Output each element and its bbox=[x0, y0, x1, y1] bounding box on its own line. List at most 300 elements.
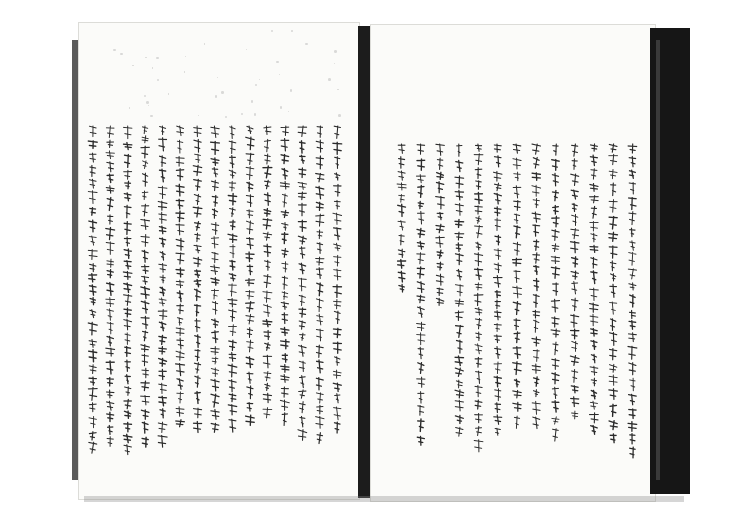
handwritten-glyph bbox=[264, 139, 270, 152]
handwritten-glyph bbox=[316, 214, 324, 226]
handwritten-glyph bbox=[107, 283, 114, 296]
handwritten-glyph bbox=[609, 232, 618, 241]
handwritten-glyph bbox=[630, 447, 635, 458]
handwritten-glyph bbox=[265, 154, 271, 164]
handwritten-glyph bbox=[591, 169, 597, 179]
handwritten-glyph bbox=[142, 276, 149, 284]
handwritten-glyph bbox=[455, 400, 463, 411]
handwritten-glyph bbox=[229, 419, 236, 432]
handwritten-glyph bbox=[176, 169, 183, 181]
handwritten-glyph bbox=[160, 238, 166, 247]
handwritten-glyph bbox=[125, 360, 130, 371]
handwritten-glyph bbox=[158, 186, 167, 198]
handwritten-glyph bbox=[211, 409, 219, 419]
handwritten-glyph bbox=[229, 380, 236, 392]
handwritten-glyph bbox=[630, 295, 635, 307]
handwritten-glyph bbox=[495, 207, 502, 216]
handwritten-glyph bbox=[142, 422, 148, 433]
handwritten-glyph bbox=[89, 432, 96, 440]
handwritten-glyph bbox=[475, 318, 481, 328]
text-column bbox=[88, 126, 97, 453]
handwritten-glyph bbox=[124, 400, 131, 409]
handwritten-glyph bbox=[316, 173, 324, 181]
handwritten-glyph bbox=[476, 181, 481, 190]
right-page-handwriting bbox=[392, 140, 642, 460]
handwritten-glyph bbox=[281, 302, 288, 310]
handwritten-glyph bbox=[475, 308, 482, 315]
handwritten-glyph bbox=[513, 302, 520, 315]
handwritten-glyph bbox=[106, 242, 114, 255]
handwritten-glyph bbox=[299, 278, 307, 291]
handwritten-glyph bbox=[590, 221, 598, 231]
handwritten-glyph bbox=[609, 375, 617, 385]
handwritten-glyph bbox=[247, 265, 252, 275]
handwritten-glyph bbox=[629, 363, 636, 375]
handwritten-glyph bbox=[176, 351, 184, 360]
handwritten-glyph bbox=[418, 307, 425, 318]
handwritten-glyph bbox=[263, 320, 272, 327]
text-column bbox=[570, 144, 579, 419]
handwritten-glyph bbox=[124, 205, 131, 217]
handwritten-glyph bbox=[514, 226, 520, 238]
handwritten-glyph bbox=[333, 370, 341, 378]
handwritten-glyph bbox=[177, 392, 184, 403]
handwritten-glyph bbox=[514, 270, 520, 282]
handwritten-glyph bbox=[417, 333, 425, 345]
handwritten-glyph bbox=[246, 252, 254, 262]
handwritten-glyph bbox=[534, 279, 539, 291]
handwritten-glyph bbox=[475, 192, 483, 203]
handwritten-glyph bbox=[456, 243, 462, 252]
text-column bbox=[123, 126, 131, 455]
handwritten-glyph bbox=[590, 245, 598, 252]
handwritten-glyph bbox=[590, 413, 599, 423]
scan-speckle bbox=[251, 100, 254, 103]
handwritten-glyph bbox=[572, 204, 577, 212]
handwritten-glyph bbox=[514, 214, 519, 224]
handwritten-glyph bbox=[89, 442, 97, 453]
handwritten-glyph bbox=[591, 341, 597, 350]
handwritten-glyph bbox=[335, 157, 340, 169]
handwritten-glyph bbox=[334, 300, 342, 309]
handwritten-glyph bbox=[475, 414, 483, 423]
handwritten-glyph bbox=[570, 356, 579, 366]
handwritten-glyph bbox=[246, 290, 254, 299]
handwritten-glyph bbox=[610, 364, 617, 372]
handwritten-glyph bbox=[247, 386, 253, 399]
handwritten-glyph bbox=[228, 299, 237, 308]
handwritten-glyph bbox=[316, 416, 324, 428]
handwritten-glyph bbox=[590, 401, 597, 409]
handwritten-glyph bbox=[333, 342, 341, 353]
handwritten-glyph bbox=[124, 143, 132, 150]
handwritten-glyph bbox=[124, 237, 130, 246]
handwritten-glyph bbox=[552, 373, 559, 384]
handwritten-glyph bbox=[299, 361, 305, 371]
handwritten-glyph bbox=[211, 265, 220, 274]
handwritten-glyph bbox=[88, 322, 97, 335]
handwritten-glyph bbox=[89, 179, 96, 188]
handwritten-glyph bbox=[158, 422, 167, 432]
handwritten-glyph bbox=[90, 285, 97, 295]
handwritten-glyph bbox=[495, 347, 501, 359]
handwritten-glyph bbox=[88, 250, 97, 260]
handwritten-glyph bbox=[90, 208, 96, 216]
handwritten-glyph bbox=[89, 274, 97, 282]
handwritten-glyph bbox=[333, 142, 342, 154]
handwritten-glyph bbox=[334, 228, 341, 240]
handwritten-glyph bbox=[246, 279, 255, 286]
handwritten-glyph bbox=[457, 270, 462, 280]
handwritten-glyph bbox=[195, 319, 200, 332]
handwritten-glyph bbox=[398, 271, 405, 282]
handwritten-glyph bbox=[160, 409, 165, 418]
handwritten-glyph bbox=[247, 372, 253, 383]
handwritten-glyph bbox=[398, 204, 406, 216]
handwritten-glyph bbox=[609, 246, 617, 258]
handwritten-glyph bbox=[299, 168, 306, 178]
handwritten-glyph bbox=[418, 201, 423, 208]
handwritten-glyph bbox=[300, 247, 305, 258]
handwritten-glyph bbox=[211, 423, 219, 432]
handwritten-glyph bbox=[475, 283, 482, 290]
handwritten-glyph bbox=[142, 265, 149, 274]
handwritten-glyph bbox=[590, 288, 599, 300]
handwritten-glyph bbox=[552, 317, 559, 327]
handwritten-glyph bbox=[265, 260, 271, 270]
scan-speckle bbox=[145, 57, 146, 58]
handwritten-glyph bbox=[246, 137, 254, 150]
handwritten-glyph bbox=[300, 416, 305, 427]
handwritten-glyph bbox=[609, 170, 617, 179]
handwritten-glyph bbox=[247, 403, 253, 412]
handwritten-glyph bbox=[316, 378, 323, 390]
handwritten-glyph bbox=[495, 300, 500, 309]
handwritten-glyph bbox=[513, 347, 521, 359]
handwritten-glyph bbox=[89, 339, 96, 347]
handwritten-glyph bbox=[125, 181, 131, 189]
handwritten-glyph bbox=[125, 411, 131, 418]
handwritten-glyph bbox=[476, 332, 482, 341]
handwritten-glyph bbox=[281, 365, 289, 373]
handwritten-glyph bbox=[281, 210, 288, 217]
handwritten-glyph bbox=[228, 234, 237, 242]
handwritten-glyph bbox=[124, 445, 131, 455]
text-column bbox=[397, 144, 406, 292]
handwritten-glyph bbox=[159, 347, 166, 354]
handwritten-glyph bbox=[317, 314, 323, 325]
handwritten-glyph bbox=[282, 262, 288, 272]
handwritten-glyph bbox=[212, 331, 219, 343]
handwritten-glyph bbox=[591, 390, 596, 398]
handwritten-glyph bbox=[495, 291, 500, 298]
handwritten-glyph bbox=[571, 397, 579, 407]
handwritten-glyph bbox=[494, 276, 503, 288]
handwritten-glyph bbox=[141, 410, 149, 419]
text-column bbox=[158, 126, 167, 447]
handwritten-glyph bbox=[263, 166, 272, 178]
handwritten-glyph bbox=[417, 282, 424, 293]
handwritten-glyph bbox=[177, 338, 183, 349]
handwritten-glyph bbox=[316, 156, 323, 169]
handwritten-glyph bbox=[417, 144, 425, 154]
handwritten-glyph bbox=[552, 230, 559, 241]
scan-speckle bbox=[132, 65, 133, 66]
handwritten-glyph bbox=[298, 126, 307, 137]
handwritten-glyph bbox=[572, 144, 578, 156]
handwritten-glyph bbox=[263, 355, 271, 368]
handwritten-glyph bbox=[590, 155, 597, 166]
handwritten-glyph bbox=[247, 221, 254, 234]
handwritten-glyph bbox=[571, 386, 578, 393]
handwritten-glyph bbox=[476, 426, 482, 435]
handwritten-glyph bbox=[159, 212, 167, 223]
scan-speckle bbox=[144, 95, 146, 97]
handwritten-glyph bbox=[281, 155, 289, 164]
handwritten-glyph bbox=[317, 243, 323, 254]
handwritten-glyph bbox=[142, 368, 149, 378]
handwritten-glyph bbox=[317, 433, 322, 444]
handwritten-glyph bbox=[334, 407, 341, 420]
handwritten-glyph bbox=[193, 165, 201, 175]
handwritten-glyph bbox=[176, 280, 184, 288]
handwritten-glyph bbox=[229, 394, 236, 402]
handwritten-glyph bbox=[610, 404, 616, 416]
handwritten-glyph bbox=[495, 218, 501, 231]
text-column bbox=[211, 126, 220, 432]
handwritten-glyph bbox=[494, 263, 501, 273]
handwritten-glyph bbox=[212, 319, 219, 328]
handwritten-glyph bbox=[229, 284, 237, 296]
handwritten-glyph bbox=[417, 436, 424, 445]
handwritten-glyph bbox=[124, 295, 132, 306]
handwritten-glyph bbox=[494, 144, 501, 152]
handwritten-glyph bbox=[212, 289, 219, 299]
handwritten-glyph bbox=[176, 328, 184, 336]
handwritten-glyph bbox=[298, 182, 307, 189]
handwritten-glyph bbox=[228, 405, 236, 415]
handwritten-glyph bbox=[195, 222, 201, 231]
handwritten-glyph bbox=[106, 348, 115, 356]
handwritten-glyph bbox=[572, 257, 578, 267]
handwritten-glyph bbox=[534, 377, 539, 386]
handwritten-glyph bbox=[247, 328, 252, 338]
handwritten-glyph bbox=[229, 340, 236, 350]
handwritten-glyph bbox=[281, 327, 289, 335]
handwritten-glyph bbox=[418, 211, 425, 224]
handwritten-glyph bbox=[211, 347, 219, 355]
handwritten-glyph bbox=[124, 261, 131, 269]
handwritten-glyph bbox=[265, 383, 270, 390]
handwritten-glyph bbox=[590, 303, 599, 312]
handwritten-glyph bbox=[230, 126, 235, 139]
handwritten-glyph bbox=[610, 434, 616, 443]
handwritten-glyph bbox=[299, 321, 305, 329]
handwritten-glyph bbox=[317, 283, 323, 296]
handwritten-glyph bbox=[534, 320, 539, 332]
handwritten-glyph bbox=[591, 271, 597, 284]
handwritten-glyph bbox=[457, 144, 462, 156]
handwritten-glyph bbox=[107, 174, 113, 182]
handwritten-glyph bbox=[475, 386, 482, 397]
handwritten-glyph bbox=[298, 192, 306, 200]
handwritten-glyph bbox=[107, 309, 114, 320]
handwritten-glyph bbox=[212, 209, 217, 218]
handwritten-glyph bbox=[552, 173, 558, 186]
handwritten-glyph bbox=[282, 169, 288, 180]
handwritten-glyph bbox=[300, 402, 306, 413]
handwritten-glyph bbox=[90, 310, 96, 318]
handwritten-glyph bbox=[280, 181, 289, 189]
handwritten-glyph bbox=[143, 173, 148, 186]
handwritten-glyph bbox=[398, 221, 405, 231]
handwritten-glyph bbox=[194, 194, 200, 204]
handwritten-glyph bbox=[194, 422, 202, 433]
handwritten-glyph bbox=[628, 144, 637, 153]
handwritten-glyph bbox=[418, 419, 424, 431]
handwritten-glyph bbox=[211, 142, 220, 155]
handwritten-glyph bbox=[211, 158, 219, 165]
handwritten-glyph bbox=[515, 379, 520, 387]
handwritten-glyph bbox=[246, 195, 253, 207]
handwritten-glyph bbox=[534, 390, 540, 397]
handwritten-glyph bbox=[176, 253, 184, 264]
handwritten-glyph bbox=[456, 380, 462, 388]
handwritten-glyph bbox=[474, 294, 483, 306]
handwritten-glyph bbox=[160, 287, 165, 295]
handwritten-glyph bbox=[107, 336, 113, 346]
handwritten-glyph bbox=[455, 285, 463, 296]
handwritten-glyph bbox=[107, 162, 114, 172]
bottom-shadow bbox=[84, 496, 684, 502]
handwritten-glyph bbox=[246, 167, 254, 180]
handwritten-glyph bbox=[316, 268, 323, 279]
handwritten-glyph bbox=[417, 228, 425, 237]
handwritten-glyph bbox=[335, 173, 340, 180]
handwritten-glyph bbox=[299, 345, 307, 356]
handwritten-glyph bbox=[590, 366, 598, 375]
handwritten-glyph bbox=[281, 126, 289, 136]
handwritten-glyph bbox=[591, 354, 596, 363]
scan-speckle bbox=[291, 30, 293, 32]
handwritten-glyph bbox=[629, 198, 637, 210]
handwritten-glyph bbox=[124, 283, 132, 292]
handwritten-glyph bbox=[177, 126, 184, 136]
handwritten-glyph bbox=[532, 401, 540, 414]
handwritten-glyph bbox=[610, 333, 617, 346]
handwritten-glyph bbox=[317, 126, 322, 137]
handwritten-glyph bbox=[176, 184, 184, 196]
handwritten-glyph bbox=[591, 426, 598, 435]
handwritten-glyph bbox=[176, 224, 184, 235]
handwritten-glyph bbox=[334, 126, 340, 138]
handwritten-glyph bbox=[456, 427, 463, 436]
handwritten-glyph bbox=[299, 390, 306, 398]
handwritten-glyph bbox=[456, 326, 464, 338]
handwritten-glyph bbox=[628, 269, 636, 279]
handwritten-glyph bbox=[141, 381, 149, 391]
handwritten-glyph bbox=[194, 408, 202, 418]
text-column bbox=[193, 126, 202, 433]
handwritten-glyph bbox=[514, 201, 521, 211]
handwritten-glyph bbox=[107, 259, 114, 267]
handwritten-glyph bbox=[333, 285, 341, 298]
handwritten-glyph bbox=[194, 280, 200, 287]
handwritten-glyph bbox=[316, 202, 323, 210]
handwritten-glyph bbox=[399, 235, 404, 245]
handwritten-glyph bbox=[281, 139, 289, 151]
handwritten-glyph bbox=[609, 144, 617, 152]
handwritten-glyph bbox=[263, 219, 272, 229]
handwritten-glyph bbox=[630, 310, 636, 318]
handwritten-glyph bbox=[282, 223, 288, 231]
handwritten-glyph bbox=[124, 249, 131, 258]
handwritten-glyph bbox=[416, 175, 425, 183]
handwritten-glyph bbox=[591, 378, 596, 386]
handwritten-glyph bbox=[107, 390, 114, 398]
handwritten-glyph bbox=[591, 207, 596, 219]
handwritten-glyph bbox=[125, 155, 131, 168]
handwritten-glyph bbox=[125, 333, 130, 345]
text-column bbox=[333, 126, 342, 433]
handwritten-glyph bbox=[455, 203, 463, 215]
handwritten-glyph bbox=[553, 429, 559, 441]
handwritten-glyph bbox=[141, 146, 149, 158]
handwritten-glyph bbox=[107, 322, 113, 334]
text-column bbox=[436, 144, 445, 305]
handwritten-glyph bbox=[552, 387, 558, 398]
handwritten-glyph bbox=[106, 228, 115, 240]
handwritten-glyph bbox=[334, 243, 341, 251]
handwritten-glyph bbox=[124, 222, 131, 235]
handwritten-glyph bbox=[553, 283, 559, 295]
scan-speckle bbox=[271, 30, 273, 32]
text-column bbox=[176, 126, 185, 427]
handwritten-glyph bbox=[572, 214, 578, 225]
handwritten-glyph bbox=[590, 314, 598, 325]
handwritten-glyph bbox=[159, 264, 167, 273]
text-column bbox=[246, 126, 255, 425]
handwritten-glyph bbox=[247, 210, 253, 218]
handwritten-glyph bbox=[177, 304, 184, 314]
handwritten-glyph bbox=[195, 289, 201, 300]
handwritten-glyph bbox=[552, 359, 559, 370]
handwritten-glyph bbox=[417, 267, 424, 278]
handwritten-glyph bbox=[533, 253, 540, 263]
handwritten-glyph bbox=[298, 236, 306, 244]
handwritten-glyph bbox=[513, 258, 522, 266]
handwritten-glyph bbox=[89, 126, 96, 137]
handwritten-glyph bbox=[211, 126, 219, 138]
handwritten-glyph bbox=[212, 357, 218, 364]
handwritten-glyph bbox=[628, 346, 637, 359]
handwritten-glyph bbox=[513, 390, 521, 398]
handwritten-glyph bbox=[228, 194, 236, 205]
handwritten-glyph bbox=[418, 347, 424, 358]
handwritten-glyph bbox=[230, 260, 235, 270]
handwritten-glyph bbox=[514, 416, 519, 428]
handwritten-glyph bbox=[474, 154, 483, 165]
text-column bbox=[280, 126, 289, 426]
handwritten-glyph bbox=[143, 331, 148, 341]
handwritten-glyph bbox=[300, 141, 305, 153]
handwritten-glyph bbox=[89, 236, 96, 245]
handwritten-glyph bbox=[456, 160, 463, 171]
text-column bbox=[609, 144, 618, 443]
scan-speckle bbox=[225, 116, 227, 118]
handwritten-glyph bbox=[399, 284, 404, 292]
handwritten-glyph bbox=[457, 340, 463, 353]
